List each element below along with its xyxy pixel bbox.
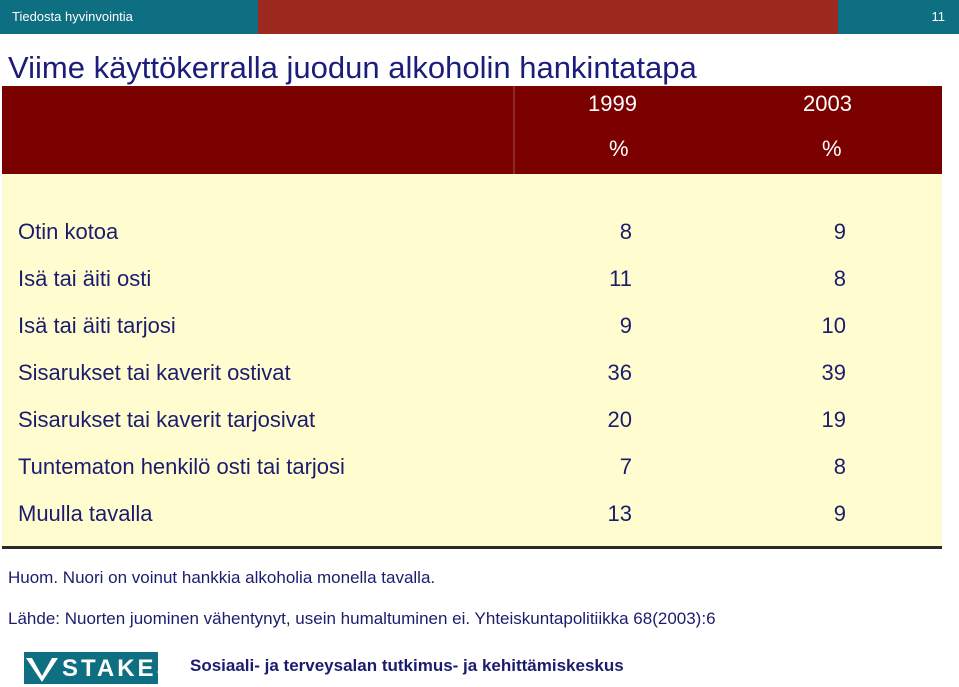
value-1999: 8: [619, 219, 632, 244]
data-table: [2, 86, 942, 548]
value-1999: 9: [619, 313, 632, 338]
value-2003: 39: [821, 360, 846, 385]
row-label: Isä tai äiti osti: [18, 266, 152, 291]
value-1999: 20: [607, 407, 632, 432]
value-1999: 7: [619, 454, 632, 479]
value-2003: 8: [833, 266, 846, 291]
value-2003: 19: [821, 407, 846, 432]
source-citation: Lähde: Nuorten juominen vähentynyt, usein humaltuminen ei. Yhteiskuntapolitiikka 68(2003):6: [8, 609, 716, 628]
column-header-1999: 1999: [588, 91, 637, 116]
stakes-logo: [24, 652, 176, 684]
row-label: Muulla tavalla: [18, 501, 153, 526]
row-label: Otin kotoa: [18, 219, 119, 244]
top-bar: [0, 0, 959, 34]
logo-chevron-icon: [24, 652, 60, 684]
column-unit-1999: %: [609, 136, 629, 161]
row-label: Sisarukset tai kaverit ostivat: [18, 360, 291, 385]
slide-title: Viime käyttökerralla juodun alkoholin hankintatapa: [8, 50, 697, 85]
page-number: 11: [931, 9, 945, 24]
organization-name: Sosiaali- ja terveysalan tutkimus- ja kehittämiskeskus: [190, 656, 624, 675]
value-2003: 9: [833, 219, 846, 244]
value-1999: 11: [609, 266, 632, 291]
row-label: Sisarukset tai kaverit tarjosivat: [18, 407, 316, 432]
column-unit-2003: %: [822, 136, 842, 161]
table-row: [2, 454, 942, 484]
table-body: [2, 174, 942, 549]
value-2003: 10: [821, 313, 846, 338]
footnote: Huom. Nuori on voinut hankkia alkoholia monella tavalla.: [8, 568, 436, 587]
top-bar-middle-segment: [258, 0, 838, 34]
value-1999: 13: [607, 501, 632, 526]
value-2003: 8: [833, 454, 846, 479]
table-row: [2, 360, 942, 390]
table-header: [2, 86, 942, 174]
row-label: Isä tai äiti tarjosi: [18, 313, 176, 338]
logo-text: STAKES: [62, 655, 176, 682]
table-row: [2, 407, 942, 437]
table-row: [2, 501, 942, 531]
row-label: Tuntematon henkilö osti tai tarjosi: [18, 454, 345, 479]
series-label: Tiedosta hyvinvointia: [12, 9, 133, 24]
table-row: [2, 219, 942, 249]
table-row: [2, 313, 942, 343]
table-row: [2, 266, 942, 296]
column-header-2003: 2003: [803, 91, 852, 116]
value-1999: 36: [607, 360, 632, 385]
header-divider: [513, 86, 515, 174]
value-2003: 9: [833, 501, 846, 526]
